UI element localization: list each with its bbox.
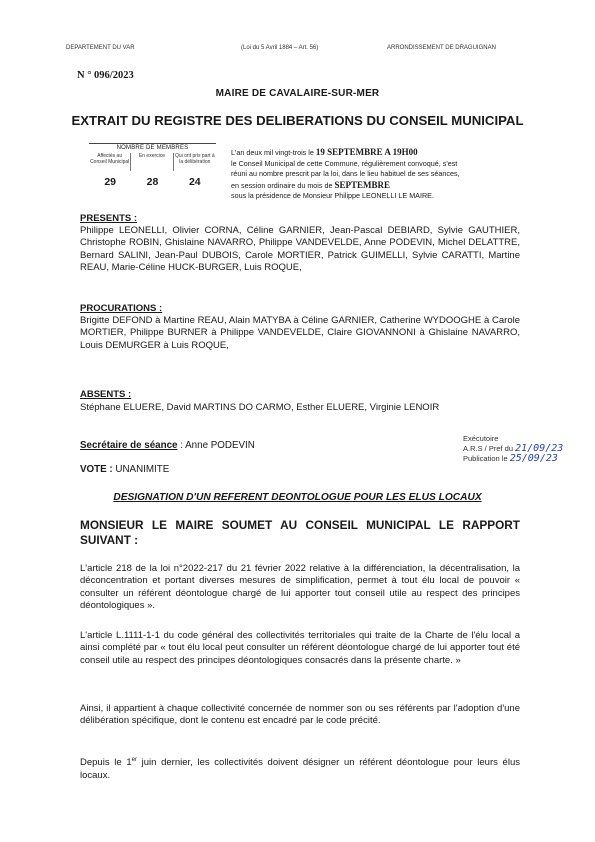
deliberation-subject: DESIGNATION D'UN REFERENT DEONTOLOGUE POUR LES ELUS LOCAUX — [113, 492, 482, 503]
session-line5: sous la présidence de Monsieur Philippe LEONELLI LE MAIRE. — [231, 191, 434, 200]
executoire-publication-date: 25/09/23 — [509, 453, 558, 464]
presents-list: Philippe LEONELLI, Olivier CORNA, Céline GARNIER, Jean-Pascal DEBIARD, Sylvie GAUTHIER, Christophe ROBIN, Ghislaine NAVARRO, Philippe VANDEVELDE, Anne PODEVIN, Michel DELATTRE, Bernard SALINI, Jean-Paul DUBOIS, Carole MORTIER, Patrick GUIMELLI, Sylvie CARATTI, Martine REAU, Marie-Céline HUCK-BURGER, Luis ROQUE, — [80, 225, 520, 274]
paragraph-ainsi: Ainsi, il appartient à chaque collectivité concernée de nommer son ou ses référents par l'adoption d'une délibération spécifique, dont le contenu est encadré par le code précité. — [80, 703, 520, 727]
paragraph-article-218: L'article 218 de la loi n°2022-217 du 21 février 2022 relative à la différenciation, la décentralisation, la déconcentration et portant diverses mesures de simplification, permet à tout élu local de pouvoir « consulter un référent déontologue chargé de lui apporter tout conseil utile au respect des principes déontologiques ». — [80, 563, 520, 612]
vote-line — [80, 464, 169, 475]
header-arrondissement: ARRONDISSEMENT DE DRAGUIGNAN — [387, 45, 496, 51]
members-column-label: En exercice — [131, 153, 173, 171]
session-month: SEPTEMBRE — [334, 179, 390, 190]
session-line2: le Conseil Municipal de cette Commune, régulièrement convoqué, s'est — [231, 158, 458, 168]
absents-list: Stéphane ELUERE, David MARTINS DO CARMO, Esther ELUERE, Virginie LENOIR — [80, 402, 440, 413]
deliberation-number: N ° 096/2023 — [77, 70, 134, 81]
members-column-label: Qui ont pris part à la délibération — [174, 153, 215, 165]
members-column-value: 29 — [104, 176, 116, 188]
paragraph-depuis-sup: er — [131, 757, 137, 763]
paragraph-depuis — [80, 754, 520, 782]
presents-title: PRESENTS : — [80, 213, 138, 224]
paragraph-depuis-suffix: juin dernier, les collectivités doivent désigner un référent déontologue pour leurs élus locaux. — [80, 757, 520, 781]
procurations-title: PROCURATIONS : — [80, 303, 163, 314]
header-law-reference: (Loi du 5 Avril 1884 – Art. 56) — [241, 45, 319, 51]
session-details — [231, 147, 531, 202]
executoire-pref-label: A.R.S / Pref du — [463, 444, 514, 453]
session-date: 19 SEPTEMBRE A 19H00 — [315, 147, 418, 157]
members-count-table — [89, 143, 216, 200]
session-line4-prefix: en session ordinaire du mois de — [231, 180, 333, 190]
executoire-pref-date: 21/09/23 — [515, 443, 564, 454]
executoire-publication-label: Publication le — [463, 454, 508, 463]
rapport-heading: MONSIEUR LE MAIRE SOUMET AU CONSEIL MUNICIPAL LE RAPPORT SUIVANT : — [80, 518, 520, 547]
members-column-value: 28 — [146, 176, 159, 188]
secretary-line — [80, 440, 255, 451]
session-line3: réuni au nombre prescrit par la loi, dans le lieu habituel de ses séances, — [231, 169, 460, 178]
members-column-participants — [174, 153, 216, 188]
session-line1-prefix: L'an deux mil vingt-trois le — [231, 148, 314, 157]
members-column-affectes — [89, 153, 131, 188]
secretary-label: Secrétaire de séance — [80, 440, 178, 451]
members-column-exercice — [131, 153, 173, 188]
absents-title: ABSENTS : — [80, 389, 132, 400]
paragraph-depuis-prefix: Depuis le 1 — [80, 757, 132, 769]
paragraph-article-l1111: L'article L.1111-1-1 du code général des collectivités territoriales qui traite de la Charte de l'élu local a ainsi complété par « tout élu local peut consulter un référent déontologue chargé de lui apporter tout été conseil utile au respect des principes déontologiques consacrés dans la présente charte. » — [80, 630, 520, 666]
members-table-title: NOMBRE DE MEMBRES — [116, 145, 189, 151]
document-title: EXTRAIT DU REGISTRE DES DELIBERATIONS DU CONSEIL MUNICIPAL — [71, 113, 524, 128]
vote-label: VOTE : — [80, 464, 113, 475]
vote-value: UNANIMITE — [115, 464, 170, 475]
mairie-title: MAIRE DE CAVALAIRE-SUR-MER — [215, 88, 380, 99]
executoire-stamp — [463, 434, 563, 464]
header-department: DEPARTEMENT DU VAR — [66, 45, 135, 51]
procurations-list: Brigitte DEFOND à Martine REAU, Alain MATYBA à Céline GARNIER, Catherine WYDOOGHE à Carole MORTIER, Philippe BURNER à Philippe VANDEVELDE, Claire GIOVANNONI à Ghislaine NAVARRO, Louis DEMURGER à Luis ROQUE, — [80, 315, 520, 351]
secretary-value: : Anne PODEVIN — [180, 440, 255, 451]
members-column-label: Affectés au Conseil Municipal — [89, 153, 131, 171]
executoire-label: Exécutoire — [463, 434, 499, 443]
members-column-value: 24 — [188, 176, 201, 188]
